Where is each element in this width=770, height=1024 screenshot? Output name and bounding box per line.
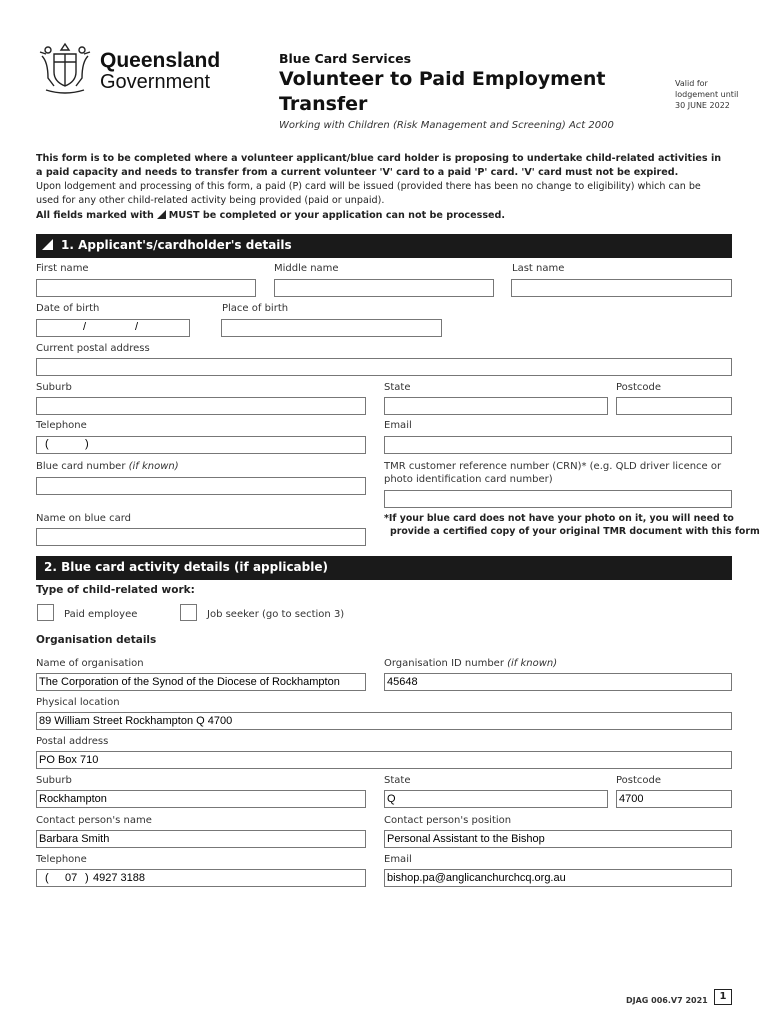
org-state-label: State (384, 775, 411, 786)
dob-separator-2: / (135, 321, 139, 333)
crn-field[interactable] (384, 490, 732, 508)
contact-name-label: Contact person's name (36, 815, 152, 826)
state-field[interactable] (384, 397, 608, 415)
dob-separator-1: / (83, 321, 87, 333)
org-postcode-field[interactable]: 4700 (616, 790, 732, 808)
bluecard-label-text: Blue card number (36, 461, 126, 472)
org-email-label: Email (384, 854, 412, 865)
postcode-label: Postcode (616, 382, 662, 393)
job-seeker-label: Job seeker (go to section 3) (207, 609, 345, 620)
paid-employee-checkbox[interactable] (37, 604, 54, 621)
section2-title: 2. Blue card activity details (if applicable) (44, 560, 328, 574)
page-number: 1 (714, 989, 732, 1005)
photo-note-line2: provide a certified copy of your original TMR document with this form (390, 526, 760, 537)
bluecard-number-label (36, 461, 179, 472)
first-name-field[interactable] (36, 279, 256, 297)
crn-label-line1: TMR customer reference number (CRN)* (e.g. QLD driver licence or (384, 461, 722, 472)
valid-line1: Valid for (675, 79, 708, 88)
org-id-label (384, 658, 557, 669)
contact-position-label: Contact person's position (384, 815, 512, 826)
org-state-field[interactable]: Q (384, 790, 608, 808)
state-label: State (384, 382, 411, 393)
contact-position-field[interactable]: Personal Assistant to the Bishop (384, 830, 732, 848)
org-suburb-label: Suburb (36, 775, 72, 786)
name-on-card-label: Name on blue card (36, 513, 132, 524)
org-name-label: Name of organisation (36, 658, 144, 669)
qld-crest-icon (36, 40, 94, 96)
org-tel-open-paren: ( (45, 872, 49, 884)
last-name-label: Last name (512, 263, 565, 274)
job-seeker-checkbox[interactable] (180, 604, 197, 621)
postcode-field[interactable] (616, 397, 732, 415)
contact-name-field[interactable]: Barbara Smith (36, 830, 366, 848)
dob-field[interactable] (36, 319, 190, 337)
org-postal-label: Postal address (36, 736, 109, 747)
org-tel-close-paren: ) (85, 872, 89, 884)
logo-government: Government (100, 71, 211, 93)
postal-address-label: Current postal address (36, 343, 150, 354)
middle-name-label: Middle name (274, 263, 339, 274)
valid-until (675, 78, 738, 111)
org-suburb-field[interactable]: Rockhampton (36, 790, 366, 808)
org-postcode-label: Postcode (616, 775, 662, 786)
suburb-field[interactable] (36, 397, 366, 415)
org-telephone-label: Telephone (36, 854, 87, 865)
bluecard-hint: (if known) (128, 461, 179, 472)
middle-name-field[interactable] (274, 279, 494, 297)
logo-queensland: Queensland (100, 49, 221, 72)
org-id-hint: (if known) (507, 658, 558, 669)
section1-marker-icon (42, 239, 53, 250)
intro-bold: This form is to be completed where a volunteer applicant/blue card holder is proposing to undertake child-related activities in a paid capacity and needs to transfer from a current volunteer 'V' card to a paid 'P' card. 'V' card must not be expired. (36, 153, 722, 178)
section1-title: 1. Applicant's/cardholder's details (61, 238, 292, 252)
dob-label: Date of birth (36, 303, 100, 314)
org-id-label-text: Organisation ID number (384, 658, 504, 669)
name-on-card-field[interactable] (36, 528, 366, 546)
org-tel-number: 4927 3188 (93, 872, 145, 884)
mandatory-suffix: MUST be completed or your application can not be processed. (168, 210, 506, 221)
pob-field[interactable] (221, 319, 442, 337)
crn-label-line2: photo identification card number) (384, 474, 553, 485)
intro-normal: Upon lodgement and processing of this form, a paid (P) card will be issued (provided there has been no change to eligibility) which can be used for any other child-related activity being provided (paid or unpaid). (36, 181, 701, 206)
org-tel-area: 07 (65, 872, 78, 884)
valid-line3: 30 JUNE 2022 (675, 101, 730, 110)
section2-header (36, 556, 732, 580)
type-of-work-label: Type of child-related work: (36, 584, 195, 596)
tel-open-paren: ( (45, 438, 49, 450)
mandatory-prefix: All fields marked with (36, 210, 154, 221)
first-name-label: First name (36, 263, 89, 274)
org-postal-field[interactable]: PO Box 710 (36, 751, 732, 769)
pob-label: Place of birth (222, 303, 289, 314)
org-email-field[interactable]: bishop.pa@anglicanchurchcq.org.au (384, 869, 732, 887)
mandatory-marker-icon (157, 210, 166, 219)
photo-note-line1: *If your blue card does not have your photo on it, you will need to (384, 513, 734, 524)
org-name-field[interactable]: The Corporation of the Synod of the Diocese of Rockhampton (36, 673, 366, 691)
bluecard-number-field[interactable] (36, 477, 366, 495)
legislation-name: Working with Children (Risk Management and Screening) Act 2000 (279, 120, 614, 131)
org-details-heading: Organisation details (36, 634, 157, 646)
email-label: Email (384, 420, 412, 431)
mandatory-note (36, 209, 726, 223)
physical-location-field[interactable]: 89 William Street Rockhampton Q 4700 (36, 712, 732, 730)
department-name: Blue Card Services (279, 51, 412, 66)
valid-line2: lodgement until (675, 90, 739, 99)
physical-location-label: Physical location (36, 697, 120, 708)
form-code: DJAG 006.V7 2021 (626, 996, 708, 1005)
postal-address-field[interactable] (36, 358, 732, 376)
section1-header (36, 234, 732, 258)
form-title-line2: Transfer (279, 93, 368, 115)
tel-close-paren: ) (85, 438, 89, 450)
form-title-line1: Volunteer to Paid Employment (279, 68, 606, 90)
telephone-label: Telephone (36, 420, 87, 431)
paid-employee-label: Paid employee (64, 609, 138, 620)
suburb-label: Suburb (36, 382, 72, 393)
org-id-field[interactable]: 45648 (384, 673, 732, 691)
last-name-field[interactable] (511, 279, 732, 297)
org-telephone-field[interactable] (36, 869, 366, 887)
telephone-field[interactable] (36, 436, 366, 454)
email-field[interactable] (384, 436, 732, 454)
